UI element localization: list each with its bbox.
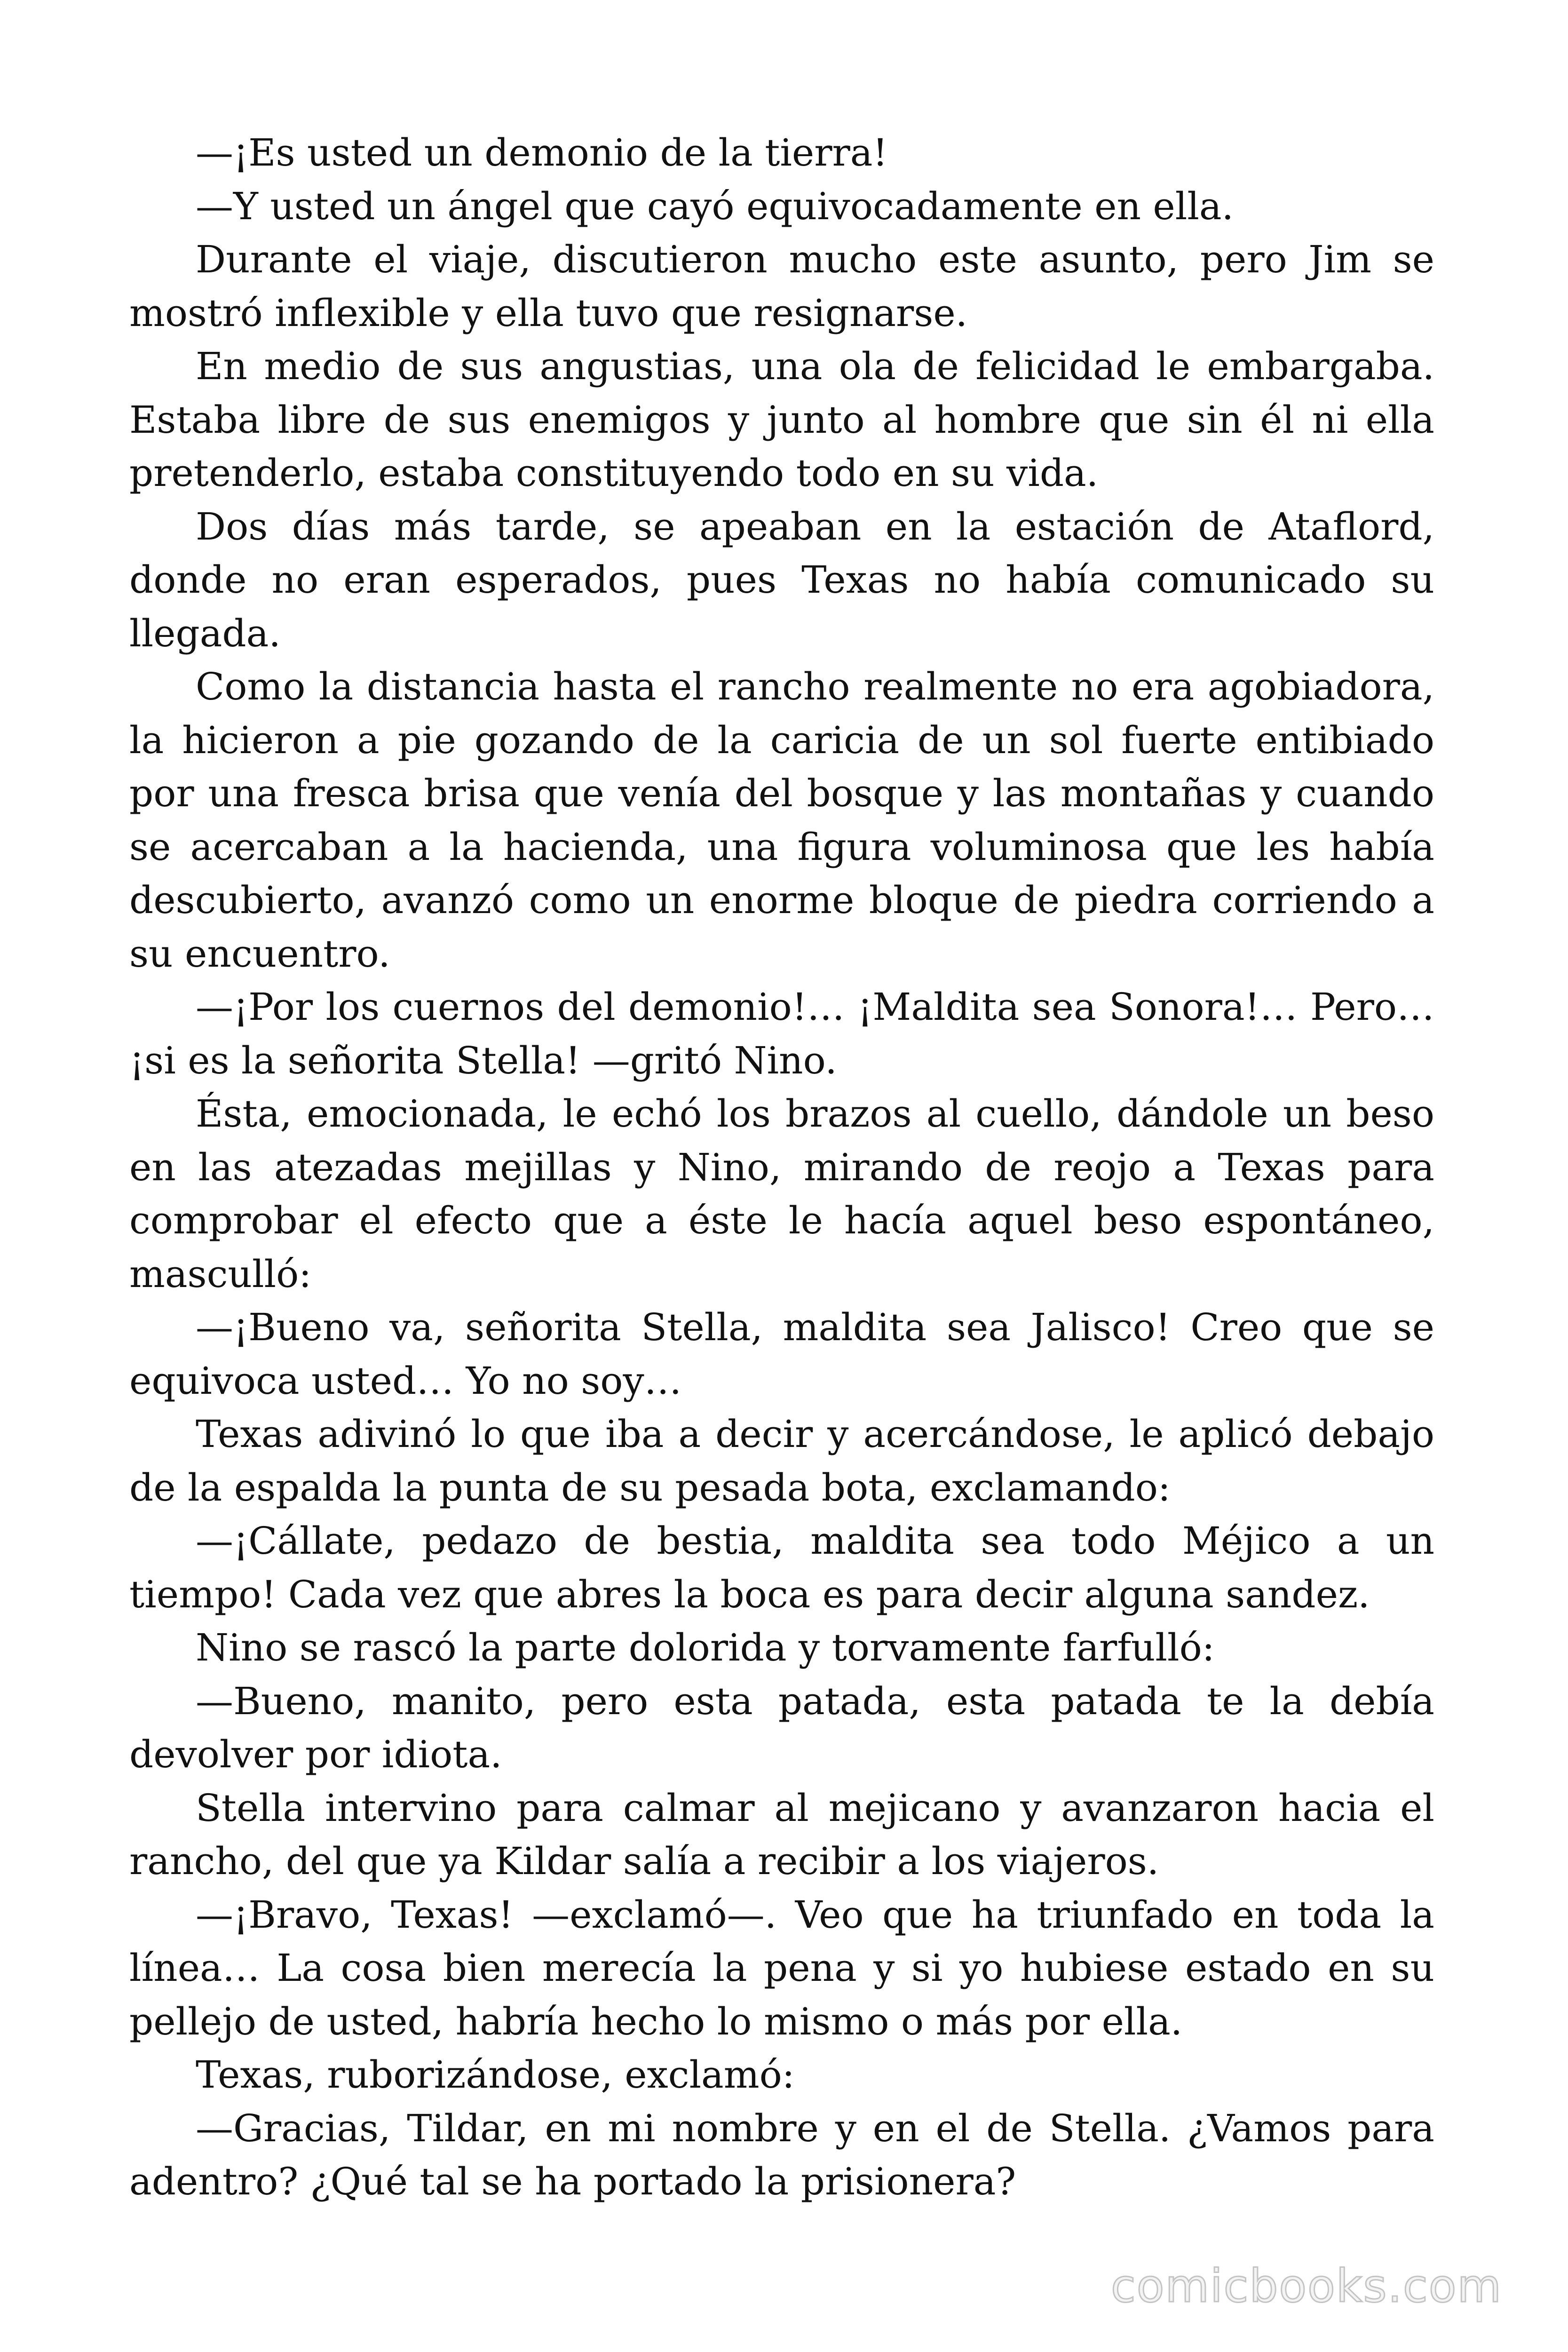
paragraph: —Bueno, manito, pero esta patada, esta patada te la debía devolver por idiota.: [129, 1679, 1434, 1776]
paragraph: Nino se rascó la parte dolorida y torvamente farfulló:: [196, 1626, 1215, 1669]
paragraph: Texas adivinó lo que iba a decir y acercándose, le aplicó debajo de la espalda la punta de su pesada bota, exclamando:: [129, 1412, 1434, 1510]
paragraph: —¡Bravo, Texas! —exclamó—. Veo que ha triunfado en toda la línea… La cosa bien merecía la pena y si yo hubiese estado en su pellejo de usted, habría hecho lo mismo o más por ella.: [129, 1892, 1434, 2043]
paragraph: Stella intervino para calmar al mejicano y avanzaron hacia el rancho, del que ya Kildar salía a recibir a los viajeros.: [129, 1786, 1434, 1883]
paragraph: —Gracias, Tildar, en mi nombre y en el de Stella. ¿Vamos para adentro? ¿Qué tal se ha portado la prisionera?: [129, 2106, 1434, 2203]
paragraph: En medio de sus angustias, una ola de felicidad le embargaba. Estaba libre de sus enemigos y junto al hombre que sin él ni ella pretenderlo, estaba constituyendo todo en su vida.: [129, 344, 1434, 495]
paragraph: Texas, ruborizándose, exclamó:: [196, 2053, 795, 2097]
paragraph: Como la distancia hasta el rancho realmente no era agobiadora, la hicieron a pie gozando de la caricia de un sol fuerte entibiado por una fresca brisa que venía del bosque y las montañas y cuando se acercaban a la hacienda, una figura voluminosa que les había descubierto, avanzó como un enorme bloque de piedra corriendo a su encuentro.: [129, 665, 1434, 976]
watermark: comicbooks.com: [1110, 2260, 1502, 2312]
body-text: [129, 126, 1434, 2209]
paragraph: —Y usted un ángel que cayó equivocadamente en ella.: [196, 184, 1234, 228]
paragraph: —¡Por los cuernos del demonio!… ¡Maldita sea Sonora!… Pero… ¡si es la señorita Stella! —gritó Nino.: [129, 985, 1434, 1082]
paragraph: Dos días más tarde, se apeaban en la estación de Ataflord, donde no eran esperados, pues Texas no había comunicado su llegada.: [129, 504, 1434, 655]
paragraph: —¡Es usted un demonio de la tierra!: [196, 131, 888, 175]
paragraph: Ésta, emocionada, le echó los brazos al cuello, dándole un beso en las atezadas mejillas y Nino, mirando de reojo a Texas para comprobar el efecto que a éste le hacía aquel beso espontáneo, masculló:: [129, 1092, 1434, 1296]
paragraph: —¡Cállate, pedazo de bestia, maldita sea todo Méjico a un tiempo! Cada vez que abres la boca es para decir alguna sandez.: [129, 1519, 1434, 1616]
paragraph: Durante el viaje, discutieron mucho este asunto, pero Jim se mostró inflexible y ella tuvo que resignarse.: [129, 238, 1434, 335]
paragraph: —¡Bueno va, señorita Stella, maldita sea Jalisco! Creo que se equivoca usted… Yo no soy…: [129, 1305, 1434, 1403]
